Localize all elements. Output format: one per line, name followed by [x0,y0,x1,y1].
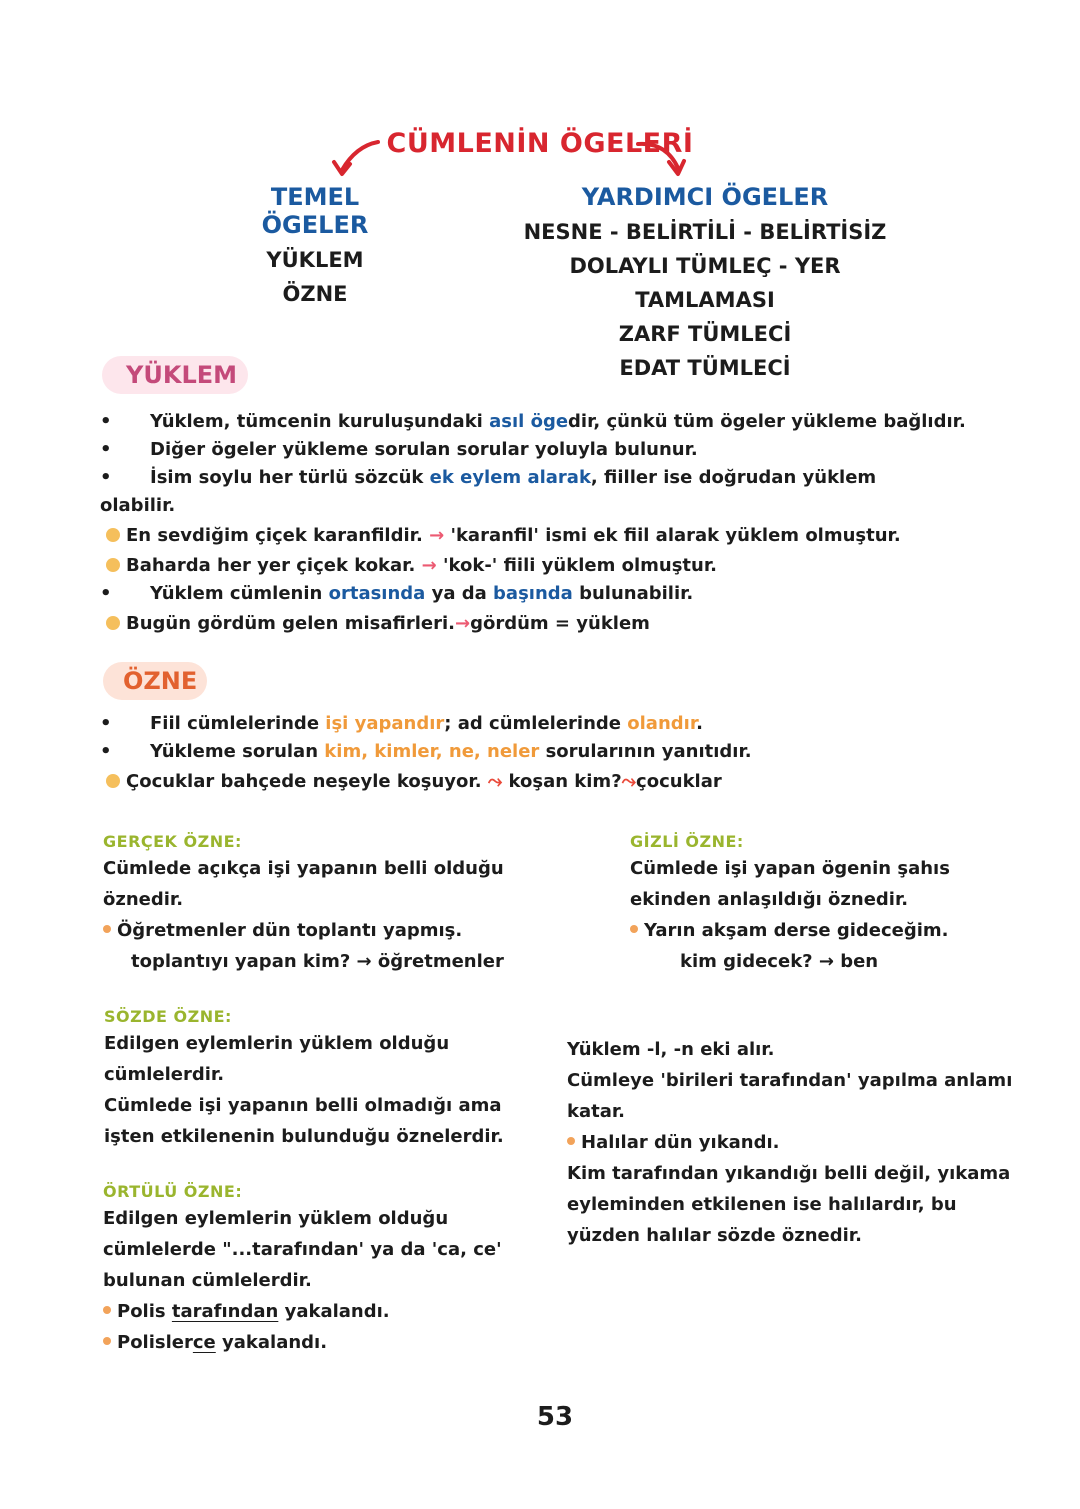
sozde-ozne-right-line: katar. [567,1101,626,1122]
sozde-ozne-line: işten etkilenenin bulunduğu öznelerdir. [104,1126,504,1147]
gizli-ozne-example: Yarın akşam derse gideceğim. [630,915,1030,946]
temel-ogeler-heading: TEMEL ÖGELER [261,183,369,239]
gizli-ozne-line: ekinden anlaşıldığı öznedir. [630,889,909,910]
sozde-ozne-example: Halılar dün yıkandı. [567,1127,1027,1158]
smiley-icon [106,774,120,788]
smiley-icon [106,558,120,572]
ozne-section-body [100,710,1000,796]
gizli-ozne-line: Cümlede işi yapan ögenin şahıs [630,858,950,879]
temel-item: YÜKLEM [266,248,364,272]
sozde-ozne-block [104,1007,544,1152]
gercek-ozne-example: Öğretmenler dün toplantı yapmış. [103,915,543,946]
gizli-ozne-heading: GİZLİ ÖZNE: [630,832,744,851]
bullet-icon: • [100,467,112,488]
page-number: 53 [536,1402,574,1432]
wavy-arrow-icon: ⤳ [487,771,503,792]
gizli-ozne-answer: kim gidecek? → ben [680,951,879,972]
bullet-icon: • [100,713,112,734]
yardimci-item: EDAT TÜMLECİ [619,356,791,380]
yuklem-section-body [100,408,1000,638]
yuklem-example-1: En sevdiğim çiçek karanfildir. → 'karanfil' ismi ek fiil alarak yüklem olmuştur. [100,522,1000,550]
sozde-ozne-explain: eyleminden etkilenen ise halılardır, bu [567,1194,957,1215]
sozde-ozne-explain: Kim tarafından yıkandığı belli değil, yıkama [567,1163,1011,1184]
ortulu-ozne-line: cümlelerde "...tarafından' ya da 'ca, ce' [103,1239,502,1260]
smiley-icon [106,528,120,542]
curved-arrows-icon [320,128,700,188]
yuklem-bullet-3-continuation: olabilir. [100,495,176,516]
gercek-ozne-line: öznedir. [103,889,184,910]
ozne-example: Çocuklar bahçede neşeyle koşuyor. ⤳ koşan kim?⤳çocuklar [100,768,1000,796]
ortulu-ozne-line: bulunan cümlelerdir. [103,1270,312,1291]
yuklem-section-label: YÜKLEM [102,356,248,394]
page-title: CÜMLENİN ÖGELERİ [386,128,694,159]
smiley-icon [106,616,120,630]
yardimci-ogeler-heading: YARDIMCI ÖGELER [581,183,829,211]
gizli-ozne-block [630,832,1030,977]
arrow-right-icon: → [421,555,437,576]
yuklem-bullet-2: • Diğer ögeler yükleme sorulan sorular yoluyla bulunur. [100,436,1000,464]
yardimci-item: DOLAYLI TÜMLEÇ - YER TAMLAMASI [569,254,841,312]
orange-bullet-icon [103,1306,111,1314]
sozde-ozne-right-block [567,1034,1027,1251]
orange-bullet-icon [103,1337,111,1345]
orange-bullet-icon [630,925,638,933]
yuklem-bullet-3: • İsim soylu her türlü sözcük ek eylem alarak, fiiller ise doğrudan yüklem [100,464,1000,492]
wavy-arrow-icon: ⤳ [621,771,637,792]
bullet-icon: • [100,411,112,432]
gercek-ozne-heading: GERÇEK ÖZNE: [103,832,242,851]
yuklem-bullet-4: • Yüklem cümlenin ortasında ya da başında bulunabilir. [100,580,1000,608]
bullet-icon: • [100,583,112,604]
gercek-ozne-answer: toplantıyı yapan kim? → öğretmenler [131,951,504,972]
yuklem-example-2: Baharda her yer çiçek kokar. → 'kok-' fiili yüklem olmuştur. [100,552,1000,580]
yardimci-ogeler-column [505,183,905,385]
yuklem-bullet-1: • Yüklem, tümcenin kuruluşundaki asıl ögedir, çünkü tüm ögeler yükleme bağlıdır. [100,408,1000,436]
arrow-right-icon: → [454,613,471,634]
ortulu-ozne-line: Edilgen eylemlerin yüklem olduğu [103,1208,449,1229]
gercek-ozne-block [103,832,543,977]
ozne-section-label: ÖZNE [103,662,207,700]
ortulu-ozne-example-1: Polis tarafından yakalandı. [103,1296,543,1327]
gercek-ozne-line: Cümlede açıkça işi yapanın belli olduğu [103,858,504,879]
sozde-ozne-right-line: Yüklem -l, -n eki alır. [567,1039,775,1060]
orange-bullet-icon [567,1137,575,1145]
ortulu-ozne-block [103,1182,543,1358]
sozde-ozne-explain: yüzden halılar sözde öznedir. [567,1225,862,1246]
sozde-ozne-right-line: Cümleye 'birileri tarafından' yapılma anlamı [567,1070,1013,1091]
temel-item: ÖZNE [282,282,348,306]
ortulu-ozne-heading: ÖRTÜLÜ ÖZNE: [103,1182,243,1201]
sozde-ozne-line: cümlelerdir. [104,1064,225,1085]
sozde-ozne-line: Cümlede işi yapanın belli olmadığı ama [104,1095,502,1116]
ortulu-ozne-example-2: Polislerce yakalandı. [103,1327,543,1358]
yuklem-example-3: Bugün gördüm gelen misafirleri.→gördüm = yüklem [100,610,1000,638]
bullet-icon: • [100,741,112,762]
bullet-icon: • [100,439,112,460]
yardimci-item: NESNE - BELİRTİLİ - BELİRTİSİZ [523,220,887,244]
ozne-bullet-2: • Yükleme sorulan kim, kimler, ne, neler sorularının yanıtıdır. [100,738,1000,766]
orange-bullet-icon [103,925,111,933]
sozde-ozne-heading: SÖZDE ÖZNE: [104,1007,232,1026]
sozde-ozne-line: Edilgen eylemlerin yüklem olduğu [104,1033,450,1054]
yardimci-item: ZARF TÜMLECİ [618,322,792,346]
ozne-bullet-1: • Fiil cümlelerinde işi yapandır; ad cümlelerinde olandır. [100,710,1000,738]
arrow-right-icon: → [429,525,445,546]
temel-ogeler-column [215,183,415,311]
